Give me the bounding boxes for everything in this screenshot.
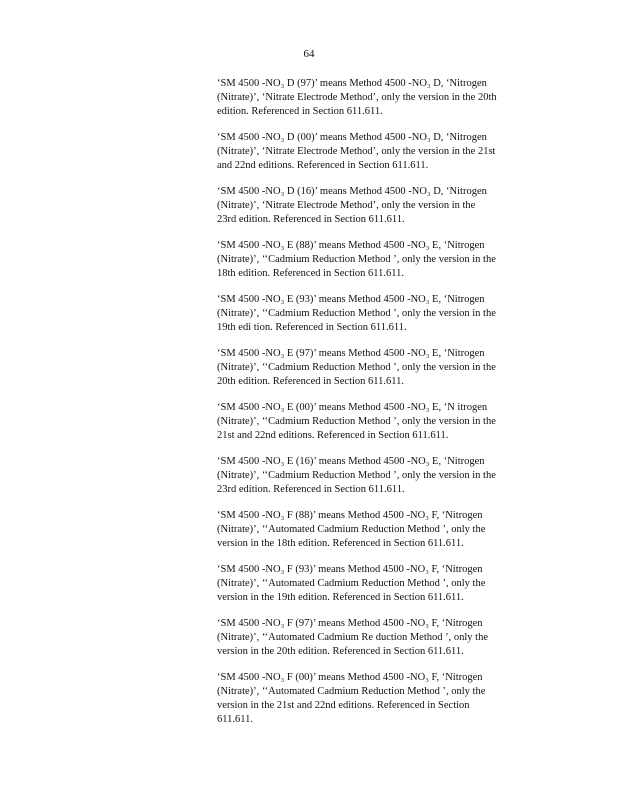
entry-line: ‘SM 4500 -NO₃ F (93)’ means Method 4500 -NO₃ F, ‘Nitrogen: [217, 564, 483, 575]
entry-line: edition. Referenced in Section 611.611.: [217, 106, 383, 117]
entry-line: (Nitrate)’, ‘‘Cadmium Reduction Method ’, only the version in the: [217, 308, 496, 319]
definition-entry: [217, 401, 541, 443]
entry-line: 23rd edition. Referenced in Section 611.611.: [217, 484, 405, 495]
entry-line: 23rd edition. Referenced in Section 611.611.: [217, 214, 405, 225]
entry-line: ‘SM 4500 -NO₃ E (16)’ means Method 4500 -NO₃ E, ‘Nitrogen: [217, 456, 485, 467]
entry-line: ‘SM 4500 -NO₃ D (00)’ means Method 4500 -NO₃ D, ‘Nitrogen: [217, 132, 487, 143]
entry-line: ‘SM 4500 -NO₃ E (00)’ means Method 4500 -NO₃ E, ‘N itrogen: [217, 402, 488, 413]
entry-line: (Nitrate)’, ‘Nitrate Electrode Method’, only the version in the: [217, 200, 476, 211]
entry-line: version in the 18th edition. Referenced in Section 611.611.: [217, 538, 464, 549]
entry-line: (Nitrate)’, ‘‘Cadmium Reduction Method ’, only the version in the: [217, 470, 496, 481]
entry-line: ‘SM 4500 -NO₃ E (97)’ means Method 4500 -NO₃ E, ‘Nitrogen: [217, 348, 485, 359]
definition-entry: [217, 617, 541, 659]
entry-line: 18th edition. Referenced in Section 611.611.: [217, 268, 405, 279]
entry-line: (Nitrate)’, ‘‘Automated Cadmium Reduction Method ’, only the: [217, 524, 486, 535]
entry-line: ‘SM 4500 -NO₃ E (88)’ means Method 4500 -NO₃ E, ‘Nitrogen: [217, 240, 485, 251]
entry-line: (Nitrate)’, ‘‘Cadmium Reduction Method ’, only the version in the: [217, 362, 496, 373]
definition-entry: [217, 77, 541, 119]
entry-line: (Nitrate)’, ‘‘Automated Cadmium Re duction Method ’, only the: [217, 632, 488, 643]
entry-line: (Nitrate)’, ‘‘Cadmium Reduction Method ’, only the version in the: [217, 254, 496, 265]
definitions-list: [217, 77, 541, 739]
definition-entry: [217, 563, 541, 605]
entry-line: 20th edition. Referenced in Section 611.611.: [217, 376, 405, 387]
entry-line: ‘SM 4500 -NO₃ D (97)’ means Method 4500 -NO₃ D, ‘Nitrogen: [217, 78, 487, 89]
entry-line: ‘SM 4500 -NO₃ F (00)’ means Method 4500 -NO₃ F, ‘Nitrogen: [217, 672, 483, 683]
entry-line: ‘SM 4500 -NO₃ D (16)’ means Method 4500 -NO₃ D, ‘Nitrogen: [217, 186, 487, 197]
entry-line: 19th edi tion. Referenced in Section 611.611.: [217, 322, 407, 333]
entry-line: 611.611.: [217, 714, 253, 725]
entry-line: (Nitrate)’, ‘Nitrate Electrode Method’, only the version in the 21st: [217, 146, 496, 157]
page-number: 64: [303, 48, 315, 60]
entry-line: and 22nd editions. Referenced in Section 611.611.: [217, 160, 429, 171]
definition-entry: [217, 509, 541, 551]
definition-entry: [217, 671, 541, 727]
entry-line: ‘SM 4500 -NO₃ F (97)’ means Method 4500 -NO₃ F, ‘Nitrogen: [217, 618, 483, 629]
entry-line: version in the 20th edition. Referenced in Section 611.611.: [217, 646, 464, 657]
entry-line: version in the 21st and 22nd editions. Referenced in Section: [217, 700, 470, 711]
entry-line: 21st and 22nd editions. Referenced in Section 611.611.: [217, 430, 449, 441]
definition-entry: [217, 455, 541, 497]
definition-entry: [217, 131, 541, 173]
entry-line: (Nitrate)’, ‘Nitrate Electrode Method’, only the version in the 20th: [217, 92, 497, 103]
entry-line: version in the 19th edition. Referenced in Section 611.611.: [217, 592, 464, 603]
definition-entry: [217, 347, 541, 389]
definition-entry: [217, 185, 541, 227]
entry-line: ‘SM 4500 -NO₃ F (88)’ means Method 4500 -NO₃ F, ‘Nitrogen: [217, 510, 483, 521]
entry-line: (Nitrate)’, ‘‘Automated Cadmium Reduction Method ’, only the: [217, 578, 486, 589]
entry-line: (Nitrate)’, ‘‘Cadmium Reduction Method ’, only the version in the: [217, 416, 496, 427]
entry-line: (Nitrate)’, ‘‘Automated Cadmium Reduction Method ’, only the: [217, 686, 486, 697]
definition-entry: [217, 239, 541, 281]
entry-line: ‘SM 4500 -NO₃ E (93)’ means Method 4500 -NO₃ E, ‘Nitrogen: [217, 294, 485, 305]
definition-entry: [217, 293, 541, 335]
